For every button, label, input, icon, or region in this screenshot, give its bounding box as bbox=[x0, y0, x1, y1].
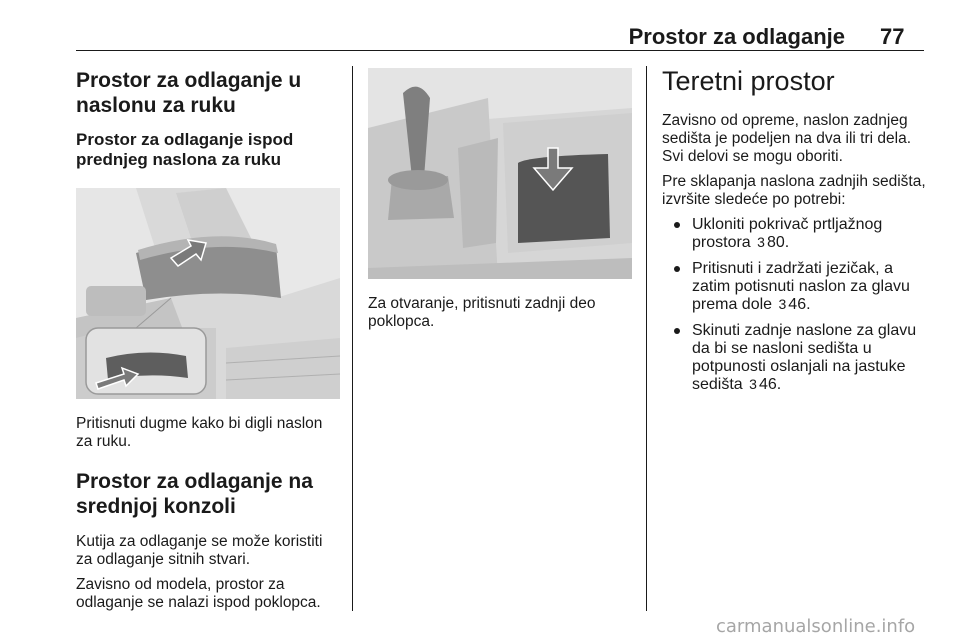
list-item-ref[interactable]: 46. bbox=[788, 296, 811, 313]
column-3 bbox=[662, 64, 926, 402]
page-reference-icon: 3 bbox=[778, 296, 787, 312]
list-item-text: Pritisnuti i zadržati jezičak, a zatim potisnuti naslon za glavu prema dole bbox=[692, 260, 910, 313]
subsection-title-front-armrest: Prostor za odlaganje ispod prednjeg naslona za ruku bbox=[76, 130, 294, 169]
list-item bbox=[662, 216, 926, 252]
armrest-illustration bbox=[76, 188, 340, 399]
column-1 bbox=[76, 68, 340, 612]
cargo-prep-paragraph: Pre sklapanja naslona zadnjih sedišta, izvršite sledeće po potrebi: bbox=[662, 173, 926, 208]
section-title-armrest-storage: Prostor za odlaganje u naslonu za ruku bbox=[76, 69, 302, 117]
list-item-ref[interactable]: 80. bbox=[766, 234, 790, 251]
cargo-steps-list bbox=[662, 216, 926, 394]
page-reference-icon: 3 bbox=[749, 376, 757, 392]
section-title-cargo-area: Teretni prostor bbox=[662, 66, 835, 96]
list-item-text: Ukloniti pokrivač prtljažnog prostora bbox=[692, 216, 883, 251]
list-item-text: Skinuti zadnje naslone za glavu da bi se nasloni sedišta u potpunosti oslanjali na jastuke sedišta bbox=[692, 322, 917, 393]
console-illustration bbox=[368, 68, 632, 279]
header-rule bbox=[76, 50, 924, 51]
running-header-title: Prostor za odlaganje bbox=[628, 24, 845, 49]
column-divider-2 bbox=[646, 66, 647, 611]
list-item bbox=[662, 260, 926, 314]
center-console-paragraph-2: Zavisno od modela, prostor za odlaganje se nalazi ispod poklopca. bbox=[76, 576, 321, 612]
column-2 bbox=[368, 68, 632, 331]
column-divider-1 bbox=[352, 66, 353, 611]
list-item-ref[interactable]: 46. bbox=[758, 376, 782, 393]
armrest-figure-caption: Pritisnuti dugme kako bi digli naslon za ruku. bbox=[76, 415, 323, 450]
cargo-intro-paragraph: Zavisno od opreme, naslon zadnjeg sedišta je podeljen na dva ili tri dela. Svi delovi se mogu oboriti. bbox=[662, 112, 912, 165]
watermark: carmanualsonline.info bbox=[716, 616, 916, 637]
page-reference-icon: 3 bbox=[757, 234, 765, 250]
center-console-paragraph-1: Kutija za odlaganje se može koristiti za odlaganje sitnih stvari. bbox=[76, 533, 323, 569]
console-figure-caption: Za otvaranje, pritisnuti zadnji deo poklopca. bbox=[368, 295, 596, 330]
list-item bbox=[662, 322, 926, 394]
section-title-center-console: Prostor za odlaganje na srednjoj konzoli bbox=[76, 470, 313, 518]
console-figure bbox=[368, 68, 632, 279]
armrest-figure bbox=[76, 188, 340, 399]
page-number: 77 bbox=[880, 24, 905, 49]
